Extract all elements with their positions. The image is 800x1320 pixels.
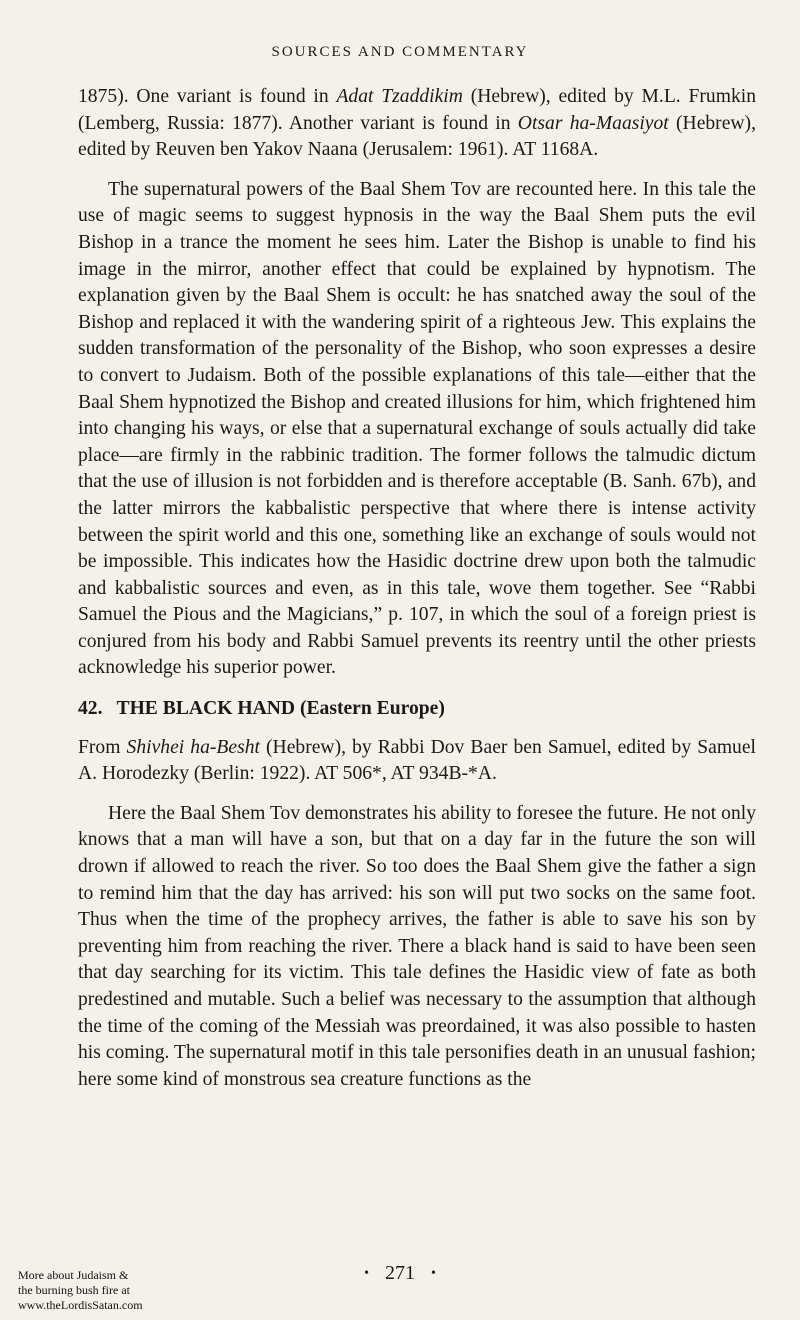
section-title: THE BLACK HAND (Eastern Europe) xyxy=(116,698,445,720)
text-run: (Hebrew), edited by Reuven ben Yakov Naana (Jerusalem: 1961). AT 1168A. xyxy=(78,112,756,161)
page-number: 271 xyxy=(385,1262,415,1284)
watermark-note xyxy=(18,1268,178,1313)
running-head: SOURCES AND COMMENTARY xyxy=(271,44,529,60)
section-number: 42. xyxy=(78,698,103,720)
commentary-paragraph-42: Here the Baal Shem Tov demonstrates his ability to foresee the future. He not only knows that a man will have a son, but that on a day far in the future the son will drown if allowed to reach the river. So too does the Baal Shem give the father a sign to remind him that the day has arrived: his son will put two socks on the same foot. Thus when the time of the prophecy arrives, the father is able to save his son by preventing him from reaching the river. There a black hand is said to have been seen that day searching for its victim. This tale defines the Hasidic view of fate as both predestined and mutable. Such a belief was necessary to the assumption that although the time of the coming of the Messiah was preordained, it was also possible to hasten his coming. The supernatural motif in this tale personifies death in an unusual fashion; here some kind of monstrous sea creature functions as the xyxy=(78,802,756,1090)
carryover-paragraph xyxy=(78,84,756,164)
book-title: Adat Tzaddikim xyxy=(336,86,463,107)
watermark-url: www.theLordisSatan.com xyxy=(18,1298,143,1312)
paragraph-gap xyxy=(78,788,756,801)
text-run: From xyxy=(78,736,127,758)
section-heading-42 xyxy=(78,696,756,723)
bullet-icon: • xyxy=(364,1266,369,1282)
text-run: 1875). One variant is found in xyxy=(78,86,337,107)
watermark-line: More about Judaism & xyxy=(18,1268,129,1282)
commentary-paragraph-41: The supernatural powers of the Baal Shem Tov are recounted here. In this tale the use of magic seems to suggest hypnosis in the way the Baal Shem puts the evil Bishop in a trance the moment he sees him. Later the Bishop is unable to find his image in the mirror, another effect that could be explained by hypnotism. The explanation given by the Baal Shem is occult: he has snatched away the soul of the Bishop and replaced it with the wandering spirit of a righteous Jew. This explains the sudden transformation of the personality of the Bishop, who soon expresses a desire to convert to Judaism. Both of the possible explanations of this tale—either that the Baal Shem hypnotized the Bishop and created illusions for him, which frightened him into changing his ways, or else that a supernatural exchange of souls actually did take place—are firmly in the rabbinic tradition. The former follows the talmudic dictum that the use of illusion is not forbidden and is therefore acceptable (B. Sanh. 67b), and the latter mirrors the kabbalistic perspective that where there is intense activity between the spirit world and this one, something like an exchange of souls would not be impossible. This indicates how the Hasidic doctrine drew upon both the talmudic and kabbalistic sources and even, as in this tale, wove them together. See “Rabbi Samuel the Pious and the Magicians,” p. 107, in which the soul of a foreign priest is conjured from his body and Rabbi Samuel prevents its reentry until the other priests acknowledge his superior power. xyxy=(78,178,756,679)
bullet-icon: • xyxy=(431,1266,436,1282)
paragraph-gap xyxy=(78,164,756,177)
text-run: (Hebrew), edited by M.L. Frumkin (Lemberg, Russia: 1877). Another variant is found in xyxy=(78,86,756,134)
watermark-line: the burning bush fire at xyxy=(18,1283,130,1297)
text-run: (Hebrew), by Rabbi Dov Baer ben Samuel, edited by Samuel A. Horodezky (Berlin: 1922). AT 506*, AT 934B-*A. xyxy=(78,736,756,785)
page-body xyxy=(78,84,756,1093)
book-title: Otsar ha-Maasiyot xyxy=(517,112,669,134)
book-title: Shivhei ha-Besht xyxy=(126,736,260,758)
source-paragraph-42 xyxy=(78,735,756,788)
